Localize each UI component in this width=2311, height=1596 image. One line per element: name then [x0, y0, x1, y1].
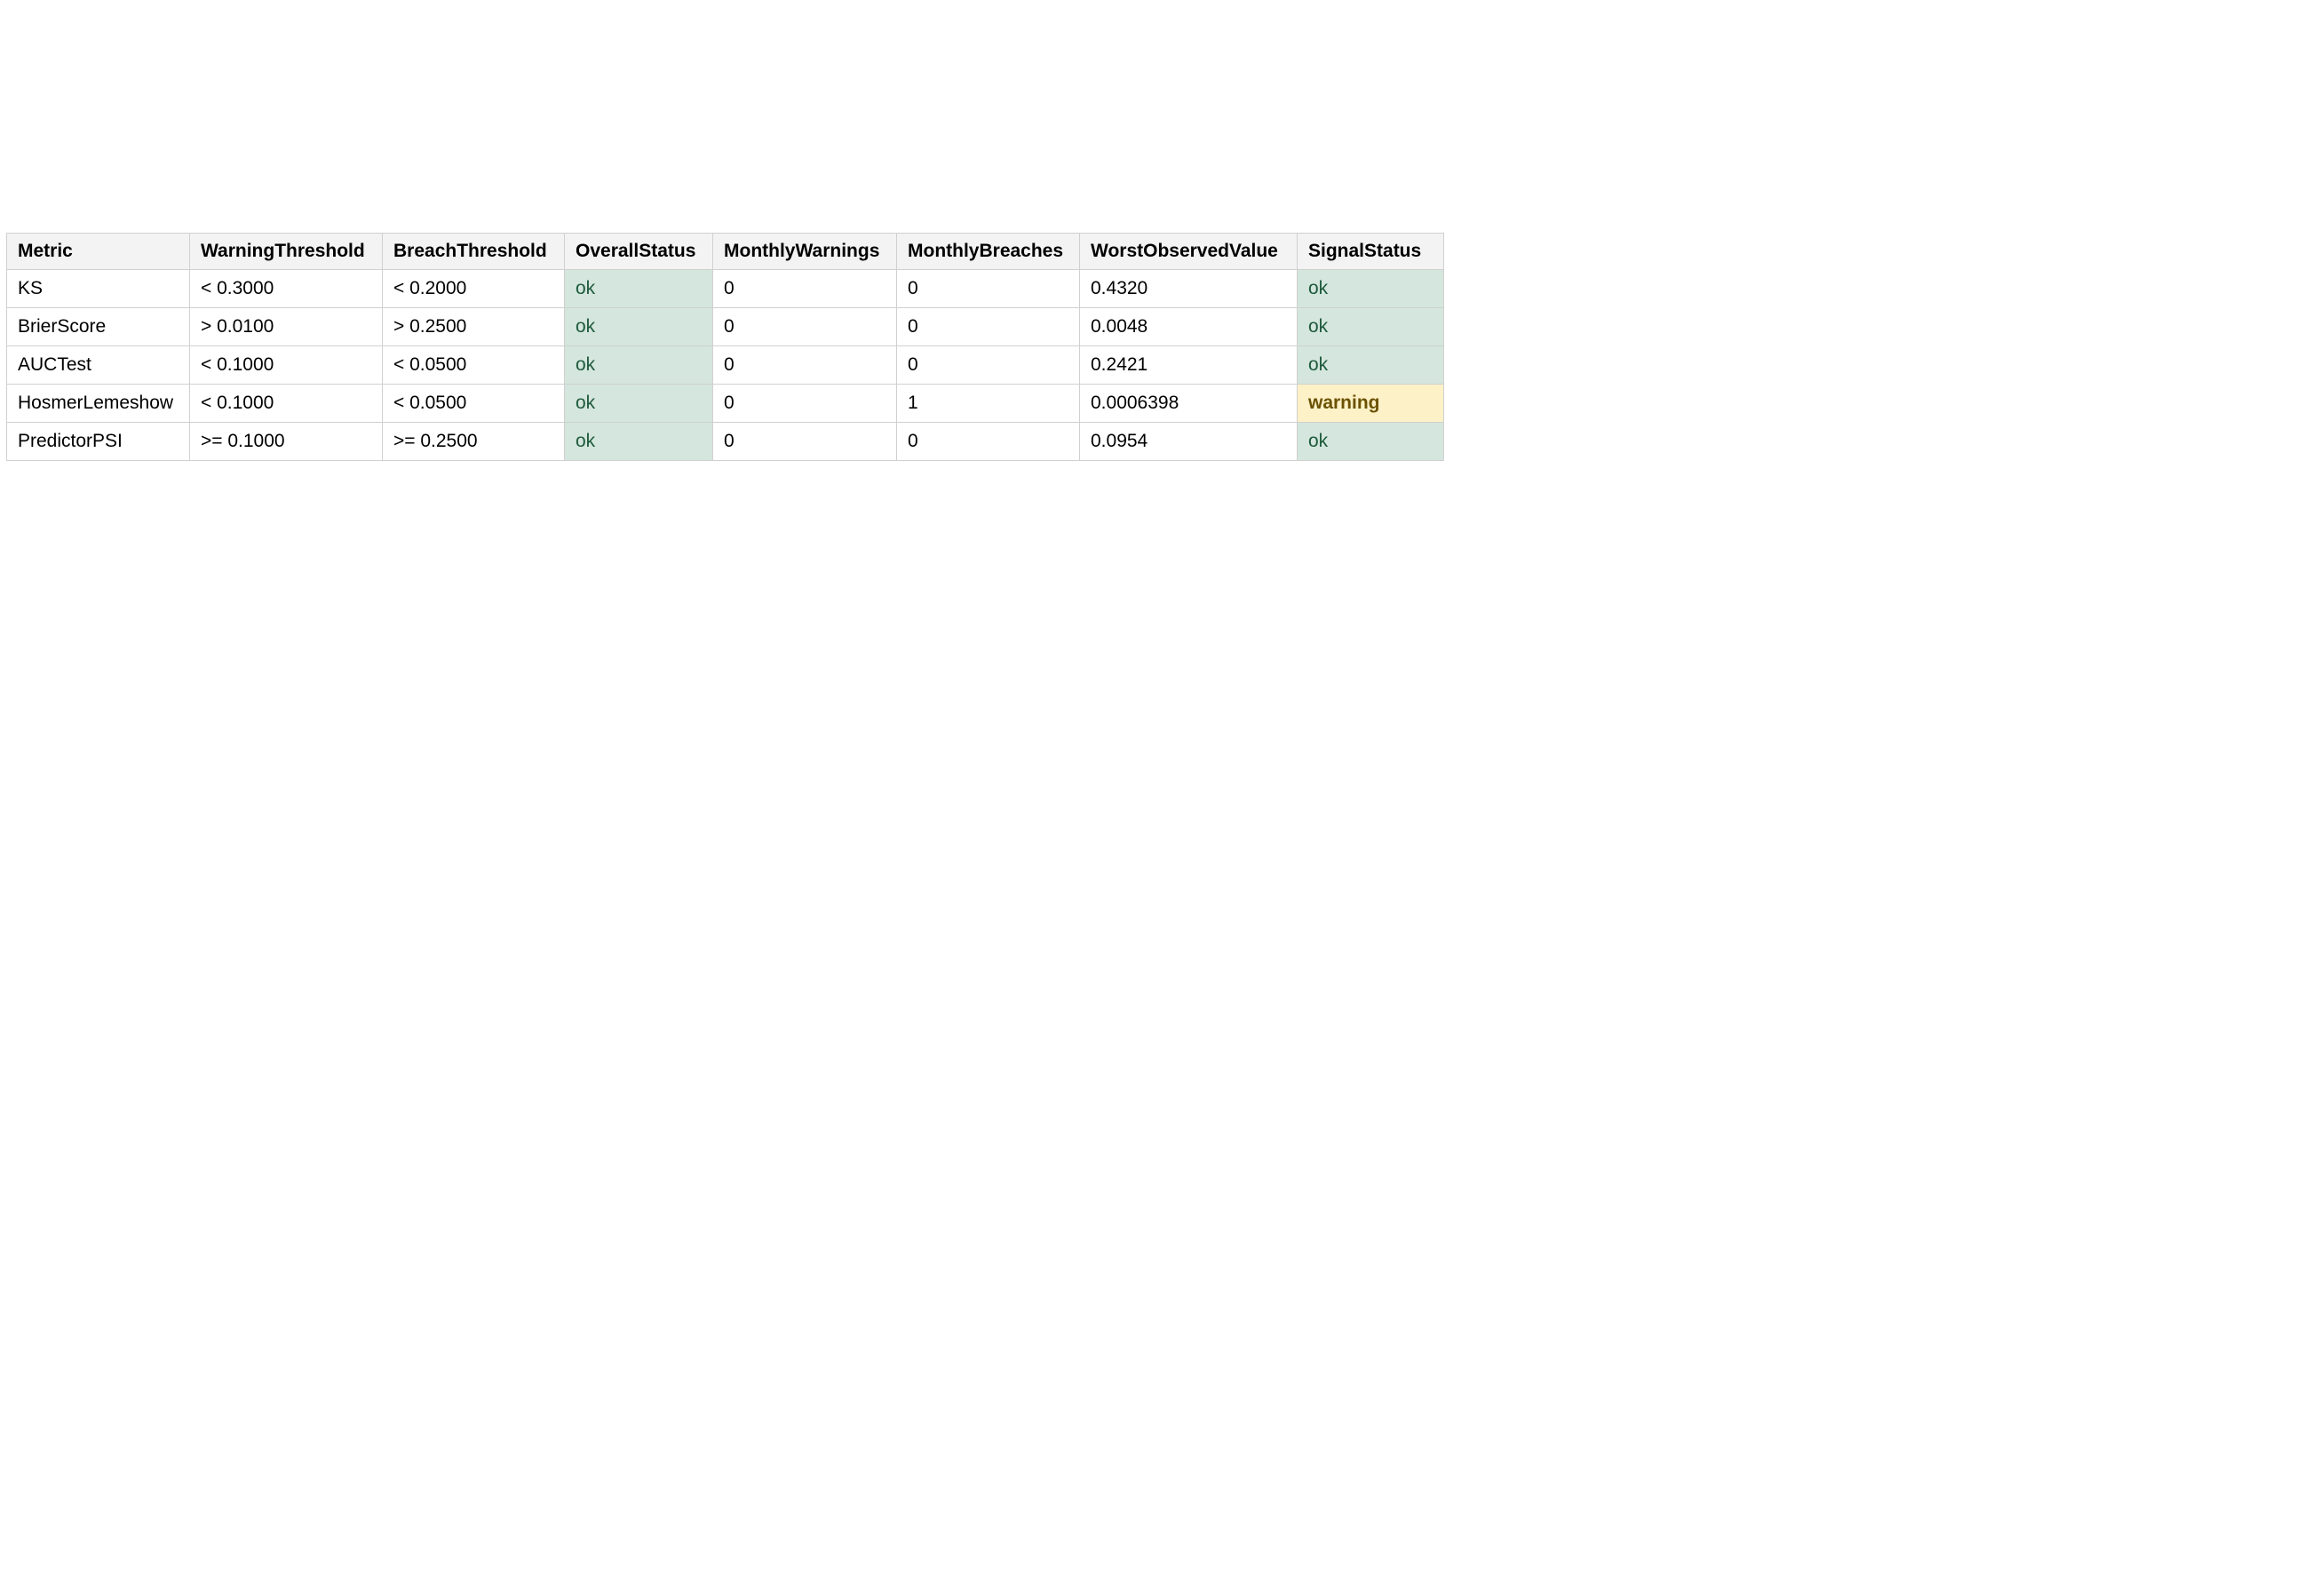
overall-status-badge: ok — [565, 385, 713, 423]
threshold-summary-table — [6, 233, 1444, 461]
warning-threshold-cell: >= 0.1000 — [190, 423, 383, 461]
column-header: WorstObservedValue — [1080, 234, 1298, 270]
worst-observed-value-cell: 0.0006398 — [1080, 385, 1298, 423]
monthly-breaches-cell: 0 — [897, 308, 1080, 346]
signal-status-badge: ok — [1298, 308, 1444, 346]
metric-cell: KS — [7, 270, 190, 308]
signal-status-badge: ok — [1298, 346, 1444, 385]
warning-threshold-cell: < 0.3000 — [190, 270, 383, 308]
column-header: MonthlyBreaches — [897, 234, 1080, 270]
column-header: Metric — [7, 234, 190, 270]
breach-threshold-cell: < 0.2000 — [383, 270, 565, 308]
signal-status-badge: ok — [1298, 423, 1444, 461]
warning-threshold-cell: > 0.0100 — [190, 308, 383, 346]
monthly-breaches-cell: 0 — [897, 346, 1080, 385]
overall-status-badge: ok — [565, 270, 713, 308]
column-header: OverallStatus — [565, 234, 713, 270]
table-row — [7, 308, 1444, 346]
table-row — [7, 346, 1444, 385]
column-header: MonthlyWarnings — [713, 234, 897, 270]
overall-status-badge: ok — [565, 423, 713, 461]
monthly-breaches-cell: 0 — [897, 423, 1080, 461]
worst-observed-value-cell: 0.4320 — [1080, 270, 1298, 308]
table-row — [7, 423, 1444, 461]
metric-cell: AUCTest — [7, 346, 190, 385]
signal-status-badge: warning — [1298, 385, 1444, 423]
metric-cell: HosmerLemeshow — [7, 385, 190, 423]
monthly-warnings-cell: 0 — [713, 423, 897, 461]
monthly-warnings-cell: 0 — [713, 385, 897, 423]
breach-threshold-cell: > 0.2500 — [383, 308, 565, 346]
monthly-breaches-cell: 1 — [897, 385, 1080, 423]
metric-cell: BrierScore — [7, 308, 190, 346]
breach-threshold-cell: < 0.0500 — [383, 385, 565, 423]
breach-threshold-cell: >= 0.2500 — [383, 423, 565, 461]
warning-threshold-cell: < 0.1000 — [190, 346, 383, 385]
monthly-warnings-cell: 0 — [713, 346, 897, 385]
column-header: WarningThreshold — [190, 234, 383, 270]
table-header-row — [7, 234, 1444, 270]
signal-status-badge: ok — [1298, 270, 1444, 308]
overall-status-badge: ok — [565, 346, 713, 385]
worst-observed-value-cell: 0.0048 — [1080, 308, 1298, 346]
monthly-warnings-cell: 0 — [713, 270, 897, 308]
worst-observed-value-cell: 0.0954 — [1080, 423, 1298, 461]
table-row — [7, 270, 1444, 308]
monthly-warnings-cell: 0 — [713, 308, 897, 346]
breach-threshold-cell: < 0.0500 — [383, 346, 565, 385]
metric-cell: PredictorPSI — [7, 423, 190, 461]
column-header: BreachThreshold — [383, 234, 565, 270]
column-header: SignalStatus — [1298, 234, 1444, 270]
worst-observed-value-cell: 0.2421 — [1080, 346, 1298, 385]
warning-threshold-cell: < 0.1000 — [190, 385, 383, 423]
overall-status-badge: ok — [565, 308, 713, 346]
monthly-breaches-cell: 0 — [897, 270, 1080, 308]
table-row — [7, 385, 1444, 423]
